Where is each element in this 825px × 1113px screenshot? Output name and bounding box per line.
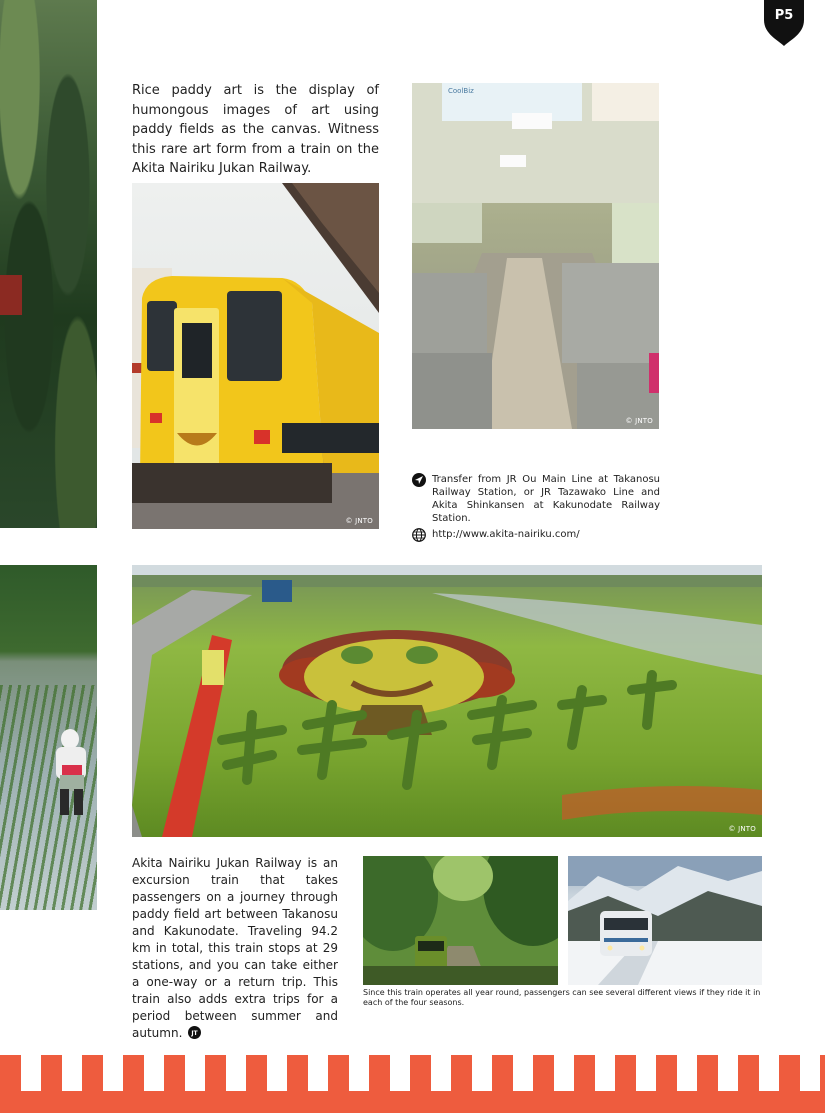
transfer-row: [412, 473, 660, 525]
railway-description-text: Akita Nairiku Jukan Railway is an excursion train that takes passengers on a journey through paddy field art between Takanosu and Kakunodate. Traveling 94.2 km in total, this train stops at 29 stations, and you can take either a one-way or a return trip. This train also adds extra trips for a period between summer and autumn.: [132, 856, 338, 1040]
interior-sign: CoolBiz: [448, 87, 474, 95]
end-mark-label: JT: [191, 1030, 198, 1037]
photo-caption: Since this train operates all year round, passengers can see several different views if they ride it in each of the four seasons.: [363, 988, 761, 1007]
intro-paragraph: Rice paddy art is the display of humongous images of art using paddy fields as the canvas. Witness this rare art form from a train on the Akita Nairiku Jukan Railway.: [132, 83, 379, 176]
navigation-icon: [412, 473, 426, 487]
access-info: [412, 473, 660, 545]
forest-photo: [0, 0, 97, 528]
yellow-train-photo: [132, 183, 379, 529]
website-link[interactable]: http://www.akita-nairiku.com/: [432, 529, 580, 540]
photo-credit: © JNTO: [345, 517, 373, 525]
decorative-border: [0, 1055, 825, 1113]
rice-paddy-art-photo: [132, 565, 762, 837]
page-number-badge: [764, 0, 804, 46]
url-row: [412, 528, 660, 542]
snow-train-photo: [568, 856, 762, 985]
page-number: P5: [774, 8, 794, 23]
photo-credit: © JNTO: [625, 417, 653, 425]
end-mark-icon: [188, 1026, 201, 1039]
globe-icon: [412, 528, 426, 542]
transfer-text: Transfer from JR Ou Main Line at Takanosu Railway Station, or JR Tazawako Line and Akita Shinkansen at Kakunodate Railway Station.: [432, 474, 660, 524]
train-interior-photo: [412, 83, 659, 429]
railway-description: [132, 855, 338, 1042]
farmer-figure: [48, 725, 97, 820]
photo-credit: © JNTO: [728, 825, 756, 833]
green-train-forest-photo: [363, 856, 558, 985]
